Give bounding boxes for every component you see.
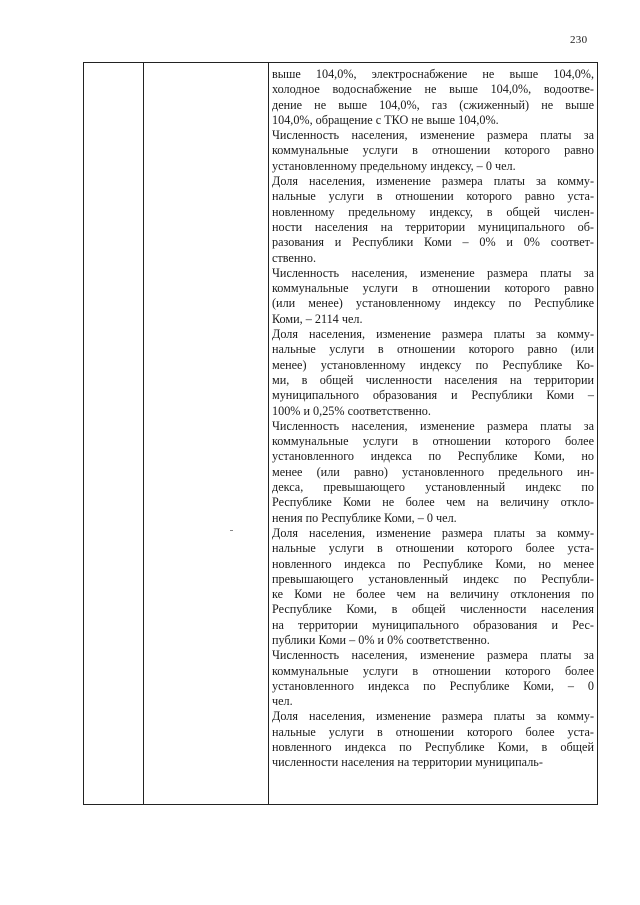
text-line: ми, в общей численности населения на территории <box>272 372 594 387</box>
text-line: выше 104,0%, электроснабжение не выше 104,0%, <box>272 67 594 81</box>
text-line: Доля населения, изменение размера платы за комму- <box>272 174 594 189</box>
text-line: (или менее) установленному индексу по Республике <box>272 296 594 311</box>
text-line: численности населения на территории муниципаль- <box>272 755 543 770</box>
text-line: коммунальные услуги в отношении которого равно <box>272 143 594 158</box>
text-line: разования и Республики Коми – 0% и 0% соответ- <box>272 235 594 250</box>
text-line: декса, превышающего установленный индекс по <box>272 480 594 495</box>
text-line: Численность населения, изменение размера платы за <box>272 648 594 663</box>
text-line: нальные услуги в отношении которого более уста- <box>272 541 594 556</box>
paragraph <box>272 67 594 128</box>
text-line: 100% и 0,25% соответственно. <box>272 403 431 418</box>
text-line: установленному предельному индексу, – 0 чел. <box>272 158 516 173</box>
table-cell-text <box>272 67 594 771</box>
text-line: нальные услуги в отношении которого равно (или <box>272 342 594 357</box>
text-line: Доля населения, изменение размера платы за комму- <box>272 709 594 724</box>
text-line: коммунальные услуги в отношении которого равно <box>272 281 594 296</box>
paragraph <box>272 709 594 770</box>
text-line: установленного индекса по Республике Коми, но <box>272 449 594 464</box>
text-line: Республике Коми не более чем на величину откло- <box>272 495 594 510</box>
text-line: ке Коми не более чем на величину отклонения по <box>272 587 594 602</box>
paragraph <box>272 128 594 174</box>
text-line: холодное водоснабжение не выше 104,0%, водоотве- <box>272 82 594 97</box>
text-line: коммунальные услуги в отношении которого более <box>272 434 594 449</box>
text-line: установленного индекса по Республике Коми, – 0 <box>272 678 594 693</box>
text-line: муниципального образования и Республики Коми – <box>272 388 594 403</box>
column-divider-1 <box>143 63 144 804</box>
text-line: 104,0%, обращение с ТКО не выше 104,0%. <box>272 112 499 127</box>
stray-mark <box>230 530 233 531</box>
text-line: менее) установленному индексу по Республике Ко- <box>272 357 594 372</box>
text-line: дение не выше 104,0%, газ (сжиженный) не выше <box>272 97 594 112</box>
text-line: ности населения на территории муниципального об- <box>272 219 594 234</box>
text-line: нальные услуги в отношении которого более уста- <box>272 724 594 739</box>
text-line: нальные услуги в отношении которого равно уста- <box>272 189 594 204</box>
text-line: на территории муниципального образования и Рес- <box>272 617 594 632</box>
text-line: новленного индекса по Республике Коми, но менее <box>272 556 594 571</box>
text-line: нения по Республике Коми, – 0 чел. <box>272 510 457 525</box>
text-line: новленного индекса по Республике Коми, в общей <box>272 740 594 755</box>
text-line: коммунальные услуги в отношении которого более <box>272 663 594 678</box>
text-line: менее (или равно) установленного предельного ин- <box>272 464 594 479</box>
text-line: Численность населения, изменение размера платы за <box>272 265 594 280</box>
text-line: Республике Коми, в общей численности населения <box>272 602 594 617</box>
text-line: Численность населения, изменение размера платы за <box>272 418 594 433</box>
text-line: ственно. <box>272 250 317 265</box>
paragraph <box>272 327 594 419</box>
text-line: Коми, – 2114 чел. <box>272 311 363 326</box>
paragraph <box>272 419 594 526</box>
text-line: Доля населения, изменение размера платы за комму- <box>272 525 594 540</box>
paragraph <box>272 266 594 327</box>
text-line: публики Коми – 0% и 0% соответственно. <box>272 632 490 647</box>
paragraph <box>272 174 594 266</box>
text-line: Численность населения, изменение размера платы за <box>272 128 594 143</box>
document-table <box>83 62 598 805</box>
text-line: Доля населения, изменение размера платы за комму- <box>272 327 594 342</box>
column-divider-2 <box>268 63 269 804</box>
page-number: 230 <box>570 34 588 46</box>
text-line: чел. <box>272 694 293 709</box>
paragraph <box>272 526 594 648</box>
text-line: превышающего установленный индекс по Республи- <box>272 571 594 586</box>
paragraph <box>272 648 594 709</box>
text-line: новленному предельному индексу, в общей числен- <box>272 204 594 219</box>
